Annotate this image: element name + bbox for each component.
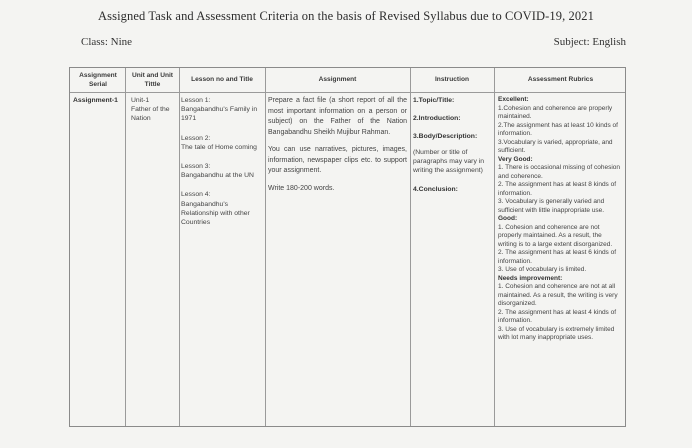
lesson-number: Lesson 4:	[181, 191, 211, 199]
lesson-number: Lesson 2:	[181, 134, 211, 142]
column-divider	[410, 68, 411, 426]
serial-cell	[73, 96, 124, 105]
assignment-paragraph: Write 180-200 words.	[268, 184, 335, 192]
instruction-topic: 1.Topic/Title:	[413, 97, 455, 104]
lesson-number: Lesson 1:	[181, 97, 211, 104]
unit-cell	[131, 96, 177, 124]
column-divider	[494, 68, 495, 426]
instruction-conclusion: 4.Conclusion:	[413, 186, 458, 194]
subject-label: Subject: English	[553, 36, 626, 48]
header-rubrics: Assessment Rubrics	[527, 76, 594, 83]
lesson-cell	[181, 96, 263, 227]
lesson-title: Bangabandhu at the UN	[181, 172, 254, 180]
rubric-level: Needs improvement:	[498, 274, 563, 282]
lesson-title: The tale of Home coming	[181, 143, 257, 151]
assignment-serial: Assignment-1	[73, 97, 118, 104]
header-assignment: Assignment	[318, 76, 357, 83]
unit-number: Unit-1	[131, 97, 150, 104]
lesson-number: Lesson 3:	[181, 163, 211, 171]
column-divider	[125, 68, 126, 426]
lesson-title: Bangabandhu's Relationship with other Countries	[181, 200, 250, 227]
rubric-level: Very Good:	[498, 155, 533, 163]
rubric-item: 2. The assignment has at least 6 kinds of information.	[498, 249, 617, 265]
unit-title: Father of the Nation	[131, 106, 170, 123]
rubric-item: 2. The assignment has at least 4 kinds of information.	[498, 308, 617, 324]
rubric-item: 1. There is occasional missing of cohesion and coherence.	[498, 164, 620, 180]
rubric-item: 3. Vocabulary is generally varied and sufficient with little inappropriate use.	[498, 198, 605, 214]
rubric-item: 1. Cohesion and coherence are not at all maintained. As a result, the writing is very disorganized.	[498, 283, 618, 307]
column-divider	[265, 68, 266, 426]
rubric-item: 2.The assignment has at least 10 kinds of information.	[498, 121, 618, 137]
rubric-item: 3.Vocabulary is varied, appropriate, and sufficient.	[498, 138, 613, 154]
header-lesson: Lesson no and Title	[191, 76, 253, 83]
header-unit: Unit and Unit Tittle	[131, 72, 174, 88]
rubric-item: 3. Use of vocabulary is extremely limited with lot many inappropriate uses.	[498, 325, 615, 341]
assignment-cell	[268, 96, 407, 194]
rubric-item: 2. The assignment has at least 8 kinds of information.	[498, 181, 617, 197]
rubric-item: 3. Use of vocabulary is limited.	[498, 266, 587, 273]
assignment-paragraph: You can use narratives, pictures, images, information, newspaper clips etc. to support your assignment.	[268, 146, 407, 174]
rubrics-cell	[498, 96, 622, 343]
assessment-table	[69, 67, 626, 427]
assignment-paragraph: Prepare a fact file (a short report of all the most important information on a person or subject) on the Father of the Nation Bangabandhu Sheikh Mujibur Rahman.	[268, 97, 407, 136]
rubric-level: Excellent:	[498, 96, 529, 103]
header-assignment-serial: Assignment Serial	[79, 72, 117, 88]
instruction-introduction: 2.Introduction:	[413, 115, 461, 123]
document-title: Assigned Task and Assessment Criteria on the basis of Revised Syllabus due to COVID-19, 2021	[98, 9, 594, 23]
header-divider	[70, 92, 625, 93]
instruction-note: (Number or title of paragraphs may vary in writing the assignment)	[413, 148, 485, 175]
header-instruction: Instruction	[434, 76, 470, 83]
rubric-item: 1.Cohesion and coherence are properly maintained.	[498, 104, 613, 120]
rubric-level: Good:	[498, 215, 518, 222]
column-divider	[179, 68, 180, 426]
class-label: Class: Nine	[81, 36, 133, 48]
lesson-title: Bangabandhu's Family in 1971	[181, 106, 258, 123]
rubric-item: 1. Cohesion and coherence are not properly maintained. As a result, the writing is to a large extent disorganized.	[498, 223, 613, 248]
instruction-body: 3.Body/Description:	[413, 133, 478, 141]
instruction-cell	[413, 96, 491, 194]
